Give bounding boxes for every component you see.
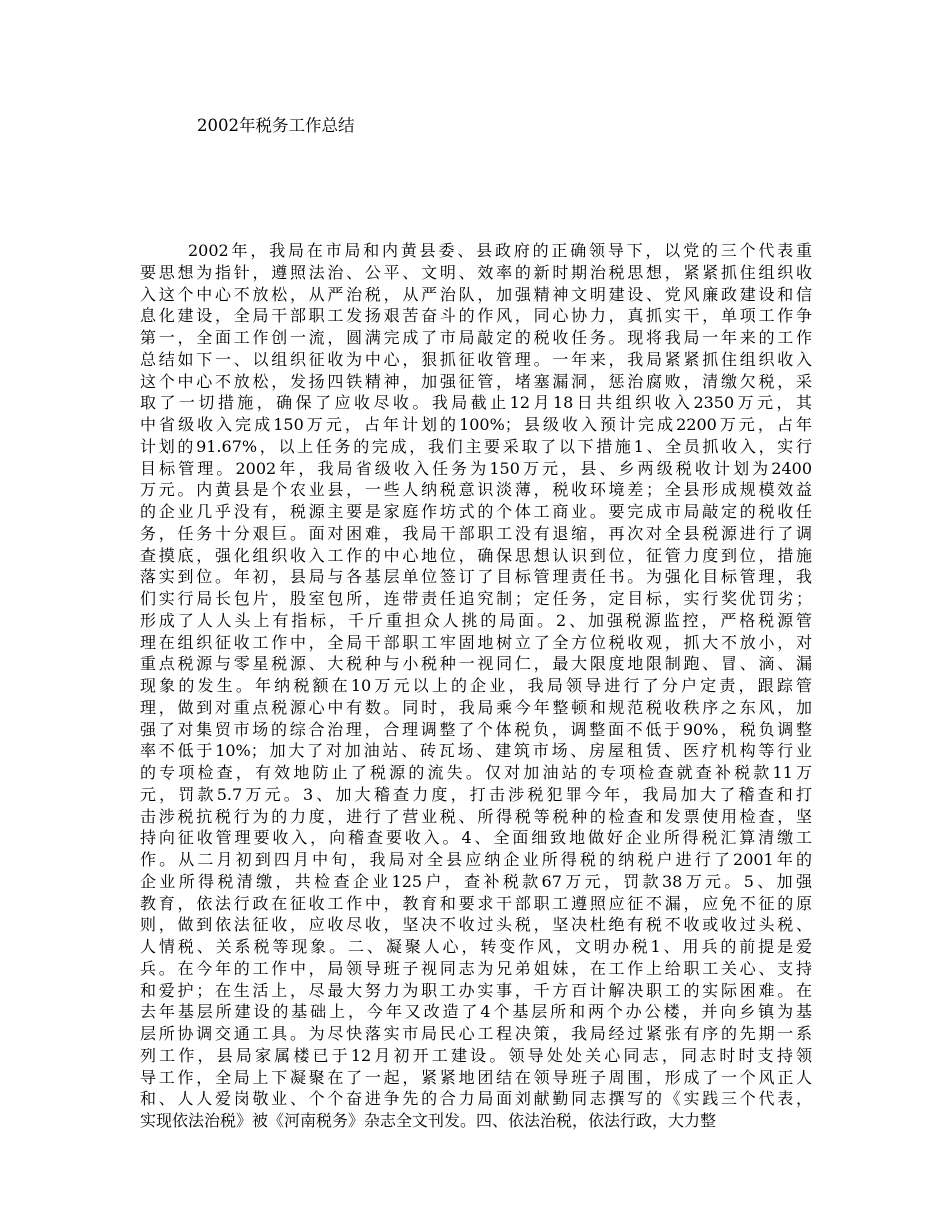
paragraph-line: 入这个中心不放松，从严治税，从严治队，加强精神文明建设、党风廉政建设和信 [140,284,812,304]
paragraph-line: 列工作，县局家属楼已于12月初开工建设。领导处处关心同志，同志时时支持领 [140,1045,812,1065]
paragraph-line: 总结如下一、以组织征收为中心，狠抓征收管理。一年来，我局紧紧抓住组织收入 [140,349,812,369]
paragraph-line: 和、人人爱岗敬业、个个奋进争先的合力局面刘献勤同志撰写的《实践三个代表， [140,1089,812,1109]
paragraph-line: 中省级收入完成150万元，占年计划的100%；县级收入预计完成2200万元，占年 [140,415,812,434]
paragraph-line: 持向征收管理要收入，向稽查要收入。4、全面细致地做好企业所得税汇算清缴工 [140,828,812,848]
paragraph-line: 目标管理。2002年，我局省级收入任务为150万元，县、乡两级税收计划为2400 [140,458,812,478]
paragraph-line: 和爱护；在生活上，尽最大努力为职工办实事，千方百计解决职工的实际困难。在 [140,980,812,1000]
paragraph-line: 这个中心不放松，发扬四铁精神，加强征管，堵塞漏洞，惩治腐败，清缴欠税，采 [140,371,812,391]
paragraph-line: 落实到位。年初，县局与各基层单位签订了目标管理责任书。为强化目标管理，我 [140,567,812,587]
paragraph-line: 计划的91.67%，以上任务的完成，我们主要采取了以下措施1、全员抓收入，实行 [140,436,812,456]
paragraph-line: 兵。在今年的工作中，局领导班子视同志为兄弟姐妹，在工作上给职工关心、支持 [140,958,812,978]
paragraph-line: 要思想为指针，遵照法治、公平、文明、效率的新时期治税思想，紧紧抓住组织收 [140,262,812,282]
paragraph-line: 人情税、关系税等现象。二、凝聚人心，转变作风，文明办税1、用兵的前提是爱 [140,937,812,956]
paragraph-line: 第一，全面工作创一流，圆满完成了市局敲定的税收任务。现将我局一年来的工作 [140,328,812,347]
paragraph-line: 击涉税抗税行为的力度，进行了营业税、所得税等税种的检查和发票使用检查，坚 [140,806,812,826]
paragraph-line: 们实行局长包片，股室包所，连带责任追究制；定任务，定目标，实行奖优罚劣； [140,589,812,608]
paragraph-line: 实现依法治税》被《河南税务》杂志全文刊发。四、依法治税，依法行政，大力整 [140,1111,717,1130]
paragraph-line: 查摸底，强化组织收入工作的中心地位，确保思想认识到位，征管力度到位，措施 [140,545,812,565]
paragraph-line: 理在组织征收工作中，全局干部职工牢固地树立了全方位税收观，抓大不放小，对 [140,632,812,652]
paragraph-line: 层所协调交通工具。为尽快落实市局民心工程决策，我局经过紧张有序的先期一系 [140,1024,812,1043]
paragraph-line: 的专项检查，有效地防止了税源的流失。仅对加油站的专项检查就查补税款11万 [140,763,812,782]
paragraph-line: 取了一切措施，确保了应收尽收。我局截止12月18日共组织收入2350万元，其 [140,393,812,413]
paragraph-line: 率不低于10%；加大了对加油站、砖瓦场、建筑市场、房屋租赁、医疗机构等行业 [140,741,812,761]
document-title: 2002年税务工作总结 [197,116,355,135]
paragraph-line: 强了对集贸市场的综合治理，合理调整了个体税负，调整面不低于90%，税负调整 [140,719,812,739]
paragraph-line: 2002年，我局在市局和内黄县委、县政府的正确领导下，以党的三个代表重 [188,241,812,260]
paragraph-line: 导工作，全局上下凝聚在了一起，紧紧地团结在领导班子周围，形成了一个风正人 [140,1067,812,1087]
paragraph-line: 去年基层所建设的基础上，今年又改造了4个基层所和两个办公楼，并向乡镇为基 [140,1002,812,1022]
paragraph-line: 务，任务十分艰巨。面对困难，我局干部职工没有退缩，再次对全县税源进行了调 [140,523,812,543]
paragraph-line: 则，做到依法征收，应收尽收，坚决不收过头税，坚决杜绝有税不收或收过头税、 [140,915,812,935]
document-body [140,240,812,1132]
paragraph-line: 理，做到对重点税源心中有数。同时，我局乘今年整顿和规范税收秩序之东风，加 [140,697,812,717]
paragraph-line: 万元。内黄县是个农业县，一些人纳税意识淡薄，税收环境差；全县形成规模效益 [140,480,812,500]
paragraph-line: 的企业几乎没有，税源主要是家庭作坊式的个体工商业。要完成市局敲定的税收任 [140,502,812,521]
paragraph-line: 息化建设，全局干部职工发扬艰苦奋斗的作风，同心协力，真抓实干，单项工作争 [140,306,812,326]
paragraph-line: 企业所得税清缴，共检查企业125户，查补税款67万元，罚款38万元。5、加强 [140,871,812,891]
paragraph-line: 重点税源与零星税源、大税种与小税种一视同仁，最大限度地限制跑、冒、滴、漏 [140,654,812,674]
paragraph-line: 元，罚款5.7万元。3、加大稽查力度，打击涉税犯罪今年，我局加大了稽查和打 [140,784,812,804]
paragraph-line: 教育，依法行政在征收工作中，教育和要求干部职工遵照应征不漏，应免不征的原 [140,893,812,913]
paragraph-line: 形成了人人头上有指标，千斤重担众人挑的局面。2、加强税源监控，严格税源管 [140,610,812,630]
paragraph-line: 现象的发生。年纳税额在10万元以上的企业，我局领导进行了分户定责，跟踪管 [140,676,812,695]
paragraph-line: 作。从二月初到四月中旬，我局对全县应纳企业所得税的纳税户进行了2001年的 [140,850,812,869]
